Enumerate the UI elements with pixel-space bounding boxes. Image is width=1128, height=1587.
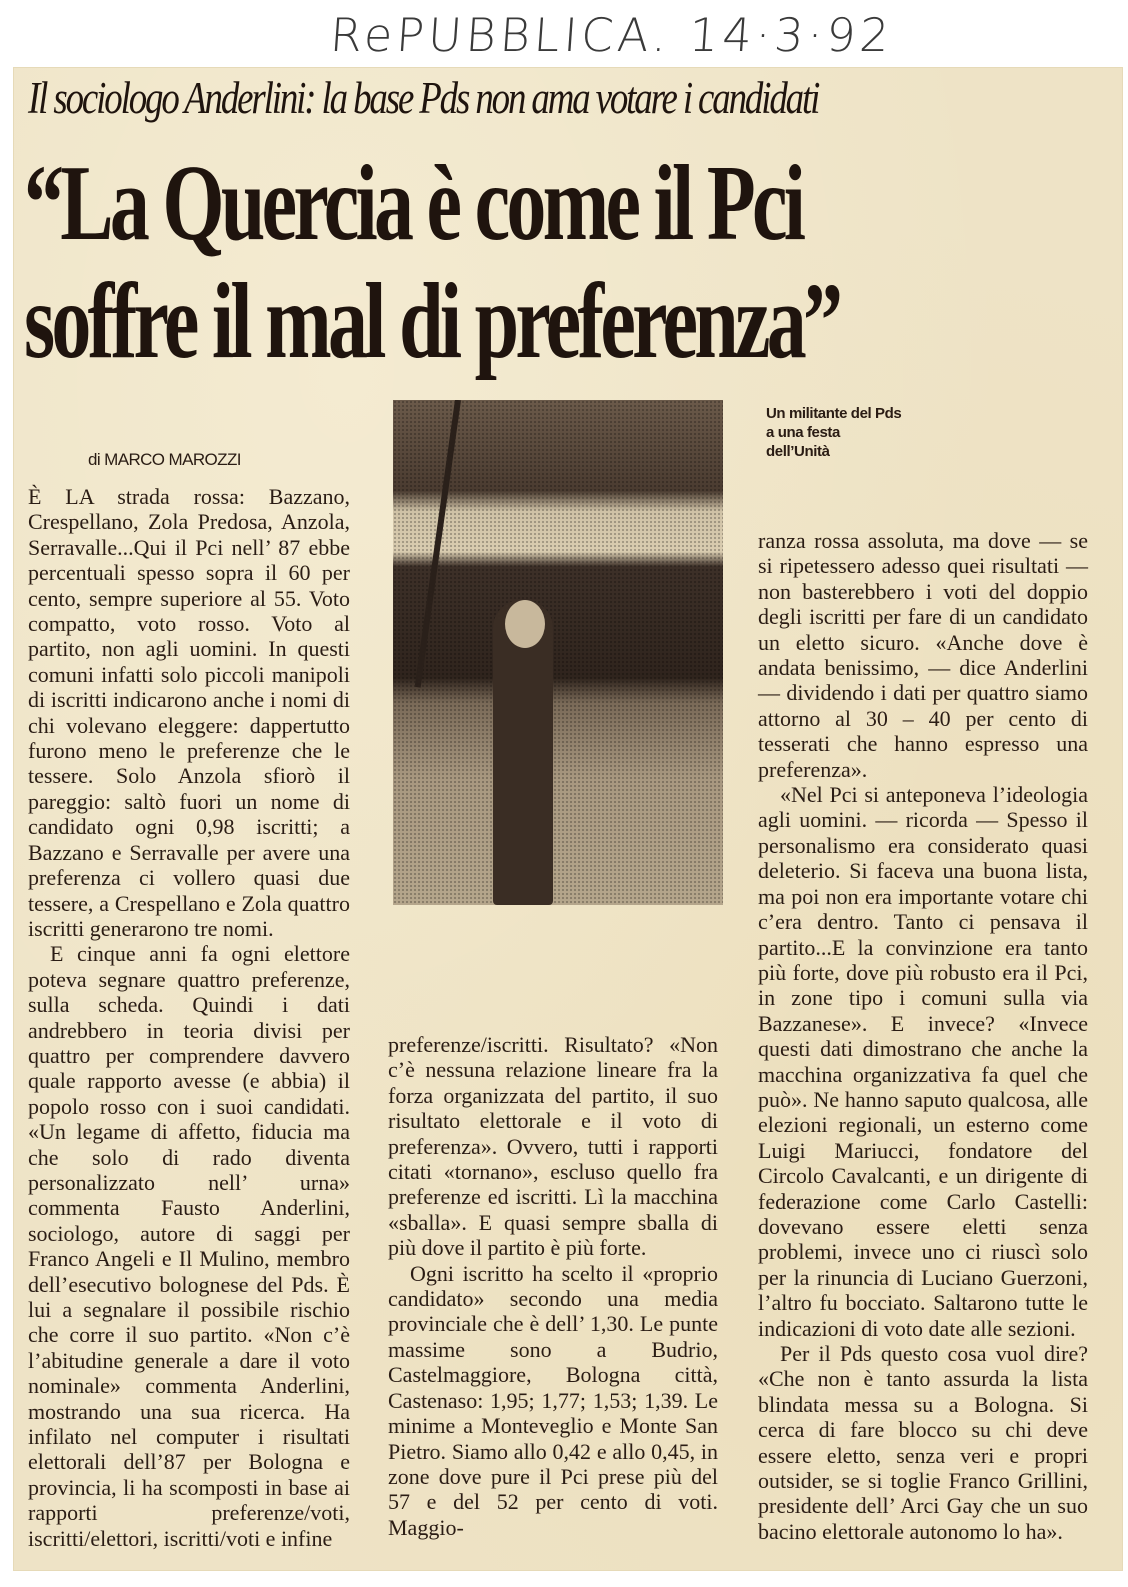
paragraph: Ogni iscritto ha scelto il «proprio candidato» secondo una media provinciale che è dell’ 1,30. Le punte massime sono a Budrio, Castelmaggiore, Bologna città, Castenaso: 1,95; 1,77; 1,53; 1,39. Le minime a Monteveglio e Monte San Pietro. Siamo allo 0,42 e allo 0,45, in zone dove pure il Pci prese più del 57 e del 52 per cento di voti. Maggio-	[388, 1260, 718, 1540]
headline-line-2: soffre il mal di preferenza”	[24, 262, 840, 381]
caption-line-3: dell’Unità	[766, 443, 830, 460]
article-column-2	[388, 1032, 718, 1540]
article-column-3	[758, 528, 1088, 1544]
article-headline	[24, 145, 838, 381]
paragraph: ranza rossa assoluta, ma dove — se si ripetessero adesso quei risultati — non basterebbero i voti del doppio degli iscritti per fare di un candidato un eletto sicuro. «Anche dove è andata benissimo, — dice Anderlini — dividendo i dati per quattro siamo attorno al 30 – 40 per cento di tesserati che hanno espresso una preferenza».	[758, 528, 1088, 782]
paragraph: E cinque anni fa ogni elettore poteva segnare quattro preferenze, sulla scheda. Quindi i dati andrebbero in teoria divisi per quattro per comprendere davvero quale rapporto avesse (e abbia) il popolo rosso con i suoi candidati. «Un legame di affetto, fiducia ma che solo di rado diventa personalizzato nell’ urna» commenta Fausto Anderlini, sociologo, autore di saggi per Franco Angeli e Il Mulino, membro dell’esecutivo bolognese del Pds. È lui a segnalare il possibile rischio che corre il suo partito. «Non c’è l’abitudine generale a dare il voto nominale» commenta Anderlini, mostrando una sua ricerca. Ha infilato nel computer i risultati elettorali dell’87 per Bologna e provincia, li ha scomposti in base ai rapporti preferenze/voti, iscritti/elettori, iscritti/voti e infine	[28, 941, 350, 1551]
paragraph: «Nel Pci si anteponeva l’ideologia agli uomini. — ricorda — Spesso il personalismo era considerato quasi deleterio. Si faceva una buona lista, ma poi non era importante votare chi c’era dentro. Tanto ci pensava il partito...E la convinzione era tanto più forte, dove più robusto era il Pci, in zone tipo i comuni sulla via Bazzanese». E invece? «Invece questi dati dimostrano che anche la macchina organizzativa fa quel che può». Ne hanno saputo qualcosa, alle elezioni regionali, un esterno come Luigi Mariucci, fondatore del Circolo Cavalcanti, e un dirigente di federazione come Carlo Castelli: dovevano essere eletti senza problemi, invece uno ci riuscì solo per la rinuncia di Luciano Guerzoni, l’altro fu bocciato. Saltarono tutte le indicazioni di voto date alle sezioni.	[758, 782, 1088, 1341]
article-kicker: Il sociologo Anderlini: la base Pds non ama votare i candidati	[28, 73, 819, 123]
photo-caption	[766, 404, 966, 461]
caption-line-2: a una festa	[766, 424, 840, 441]
handwritten-source-note: RePUBBLICA. 14·3·92	[328, 8, 895, 62]
article-column-1	[28, 484, 350, 1551]
headline-line-1: “La Quercia è come il Pci	[24, 144, 803, 263]
flag-pole-shape	[415, 400, 461, 688]
paragraph: preferenze/iscritti. Risultato? «Non c’è nessuna relazione lineare fra la forza organizzata del partito, il suo risultato elettorale e il voto di preferenza». Ovvero, tutti i rapporti citati «tornano», escluso quello fra preferenze ed iscritti. Lì la macchina «sballa». E quasi sempre sballa di più dove il partito è più forte.	[388, 1032, 718, 1261]
paragraph: Per il Pds questo cosa vuol dire? «Che non è tanto assurda la lista blindata messa su a Bologna. Si cerca di fare blocco su chi deve essere eletto, senza veri e propri outsider, se si toglie Franco Grillini, presidente dell’ Arci Gay che un suo bacino elettorale autonomo lo ha».	[758, 1341, 1088, 1544]
byline: di MARCO MAROZZI	[88, 450, 241, 469]
photo-militant-with-flag	[393, 400, 723, 905]
caption-line-1: Un militante del Pds	[766, 405, 902, 422]
paragraph: È LA strada rossa: Bazzano, Crespellano, Zola Predosa, Anzola, Serravalle...Qui il Pci nell’ 87 ebbe percentuali spesso sopra il 60 per cento, sempre superiore al 55. Voto compatto, voto rosso. Voto al partito, non agli uomini. In questi comuni infatti solo piccoli manipoli di iscritti indicarono anche i nomi di chi volevano eleggere: dappertutto furono meno le preferenze che le tessere. Solo Anzola sfiorò il pareggio: saltò fuori un nome di candidato ogni 0,98 iscritti; a Bazzano e Serravalle per avere una preferenza ci vollero quasi due tessere, a Crespellano e Zola quattro iscritti generarono tre nomi.	[28, 484, 350, 941]
person-head-shape	[505, 600, 545, 648]
